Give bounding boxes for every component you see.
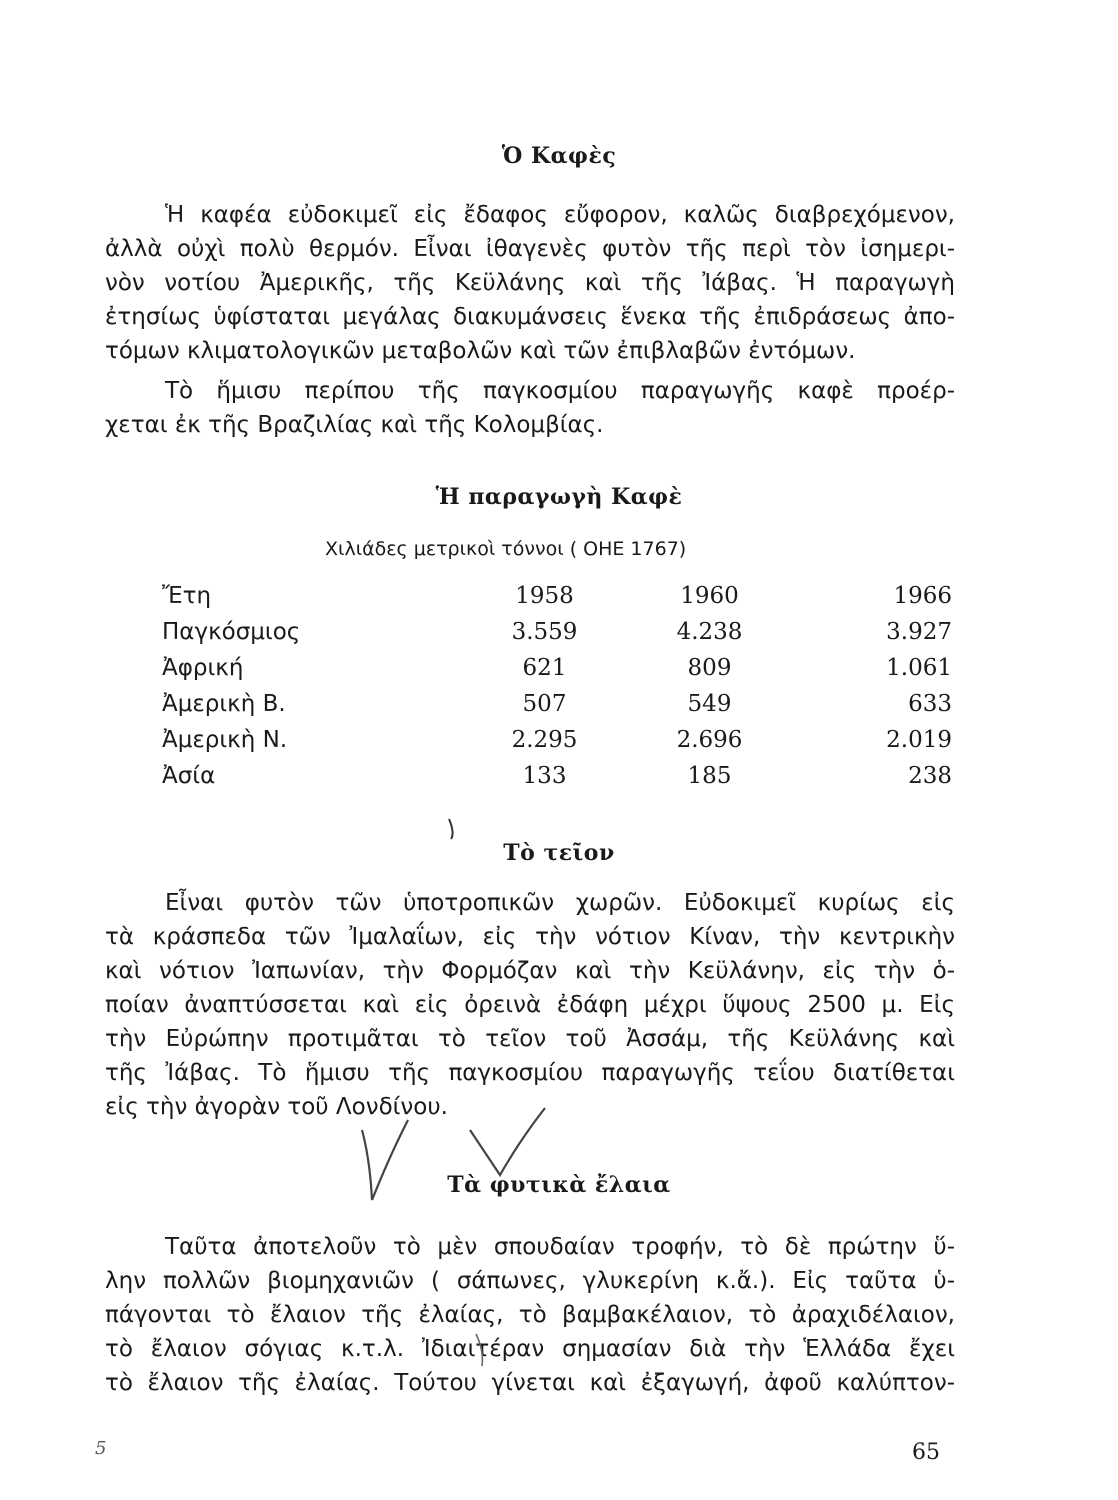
- production-heading: Ἡ παραγωγὴ Καφὲ: [435, 484, 683, 510]
- tea-paragraph: [105, 886, 955, 1124]
- text-line: καὶ νότιον Ἰαπωνίαν, τὴν Φορμόζαν καὶ τὴν Κεϋλάνην, εἰς τὴν ὁ-: [105, 958, 955, 984]
- table-row: [162, 686, 952, 722]
- table-row: [162, 650, 952, 686]
- row-label: Ἀσία: [162, 763, 216, 789]
- table-cell: 2.295: [511, 727, 578, 753]
- table-header-label: Ἔτη: [162, 583, 212, 609]
- table-cell: 4.238: [676, 619, 743, 645]
- text-line: εἰς τὴν ἀγορὰν τοῦ Λονδίνου.: [105, 1094, 448, 1120]
- text-line: Ταῦτα ἀποτελοῦν τὸ μὲν σπουδαίαν τροφήν, τὸ δὲ πρώτην ὕ-: [165, 1234, 955, 1260]
- row-label: Ἀφρική: [162, 655, 244, 681]
- oils-heading: Τὰ φυτικὰ ἔλαια: [447, 1172, 671, 1198]
- table-row: [162, 614, 952, 650]
- table-header-row: [162, 578, 952, 614]
- coffee-paragraph-2: [105, 374, 955, 442]
- coffee-paragraph-1: [105, 198, 955, 368]
- table-cell: 133: [522, 763, 567, 789]
- table-header-year: 1960: [680, 583, 739, 609]
- text-line: τὰ κράσπεδα τῶν Ἰμαλαΐων, εἰς τὴν νότιον Κίναν, τὴν κεντρικὴν: [105, 924, 955, 950]
- table-cell: 2.019: [886, 727, 952, 753]
- table-header-year: 1966: [893, 583, 952, 609]
- text-line: Τὸ ἥμισυ περίπου τῆς παγκοσμίου παραγωγῆς καφὲ προέρ-: [165, 378, 955, 404]
- row-label: Ἀμερικὴ Ν.: [162, 727, 288, 753]
- table-cell: 185: [687, 763, 732, 789]
- text-line: Εἶναι φυτὸν τῶν ὑποτροπικῶν χωρῶν. Εὐδοκιμεῖ κυρίως εἰς: [165, 890, 955, 916]
- pencil-mark-icon: [470, 1330, 500, 1370]
- text-line: ἀλλὰ οὐχὶ πολὺ θερμόν. Εἶναι ἰθαγενὲς φυτὸν τῆς περὶ τὸν ἰσημερι-: [105, 236, 955, 262]
- table-cell: 621: [522, 655, 567, 681]
- table-caption: Χιλιάδες μετρικοὶ τόννοι ( ΟΗΕ 1767): [325, 538, 687, 560]
- text-line: ποίαν ἀναπτύσσεται καὶ εἰς ὀρεινὰ ἐδάφη μέχρι ὕψους 2500 μ. Εἰς: [105, 992, 955, 1018]
- table-cell: 3.559: [511, 619, 578, 645]
- table-cell: 633: [908, 691, 952, 717]
- coffee-production-table: [162, 578, 952, 794]
- table-cell: 507: [522, 691, 567, 717]
- text-line: ἐτησίως ὑφίσταται μεγάλας διακυμάνσεις ἕνεκα τῆς ἐπιδράσεως ἀπο-: [105, 304, 955, 330]
- table-row: [162, 722, 952, 758]
- table-row: [162, 758, 952, 794]
- table-cell: 3.927: [886, 619, 952, 645]
- coffee-heading: Ὁ Καφὲς: [501, 143, 617, 169]
- text-line: Ἡ καφέα εὐδοκιμεῖ εἰς ἔδαφος εὔφορον, καλῶς διαβρεχόμενον,: [165, 202, 955, 228]
- table-cell: 2.696: [676, 727, 743, 753]
- oils-paragraph: [105, 1230, 955, 1400]
- table-cell: 238: [908, 763, 952, 789]
- text-line: πάγονται τὸ ἔλαιον τῆς ἐλαίας, τὸ βαμβακέλαιον, τὸ ἀραχιδέλαιον,: [105, 1302, 955, 1328]
- text-line: νὸν νοτίου Ἀμερικῆς, τῆς Κεϋλάνης καὶ τῆς Ἰάβας. Ἡ παραγωγὴ: [105, 270, 955, 296]
- table-header-year: 1958: [515, 583, 574, 609]
- pencil-tick-icon: [445, 815, 465, 841]
- table-cell: 809: [687, 655, 732, 681]
- text-line: τῆς Ἰάβας. Τὸ ἥμισυ τῆς παγκοσμίου παραγωγῆς τεΐου διατίθεται: [105, 1060, 955, 1086]
- text-line: λην πολλῶν βιομηχανιῶν ( σάπωνες, γλυκερίνη κ.ἄ.). Εἰς ταῦτα ὑ-: [105, 1268, 955, 1294]
- text-line: χεται ἐκ τῆς Βραζιλίας καὶ τῆς Κολομβίας.: [105, 412, 604, 438]
- row-label: Παγκόσμιος: [162, 619, 301, 645]
- table-cell: 549: [687, 691, 732, 717]
- text-line: τὸ ἔλαιον σόγιας κ.τ.λ. Ἰδιαιτέραν σημασίαν διὰ τὴν Ἑλλάδα ἔχει: [105, 1336, 955, 1362]
- table-cell: 1.061: [886, 655, 952, 681]
- text-line: τὴν Εὐρώπην προτιμᾶται τὸ τεῖον τοῦ Ἀσσάμ, τῆς Κεϋλάνης καὶ: [105, 1026, 955, 1052]
- text-line: τόμων κλιματολογικῶν μεταβολῶν καὶ τῶν ἐπιβλαβῶν ἐντόμων.: [105, 338, 856, 364]
- page-number: 65: [912, 1440, 940, 1465]
- tea-heading: Τὸ τεῖον: [503, 840, 615, 866]
- text-line: τὸ ἔλαιον τῆς ἐλαίας. Τούτου γίνεται καὶ ἐξαγωγή, ἀφοῦ καλύπτον-: [105, 1370, 955, 1396]
- signature-mark: 5: [95, 1438, 107, 1459]
- row-label: Ἀμερικὴ Β.: [162, 691, 286, 717]
